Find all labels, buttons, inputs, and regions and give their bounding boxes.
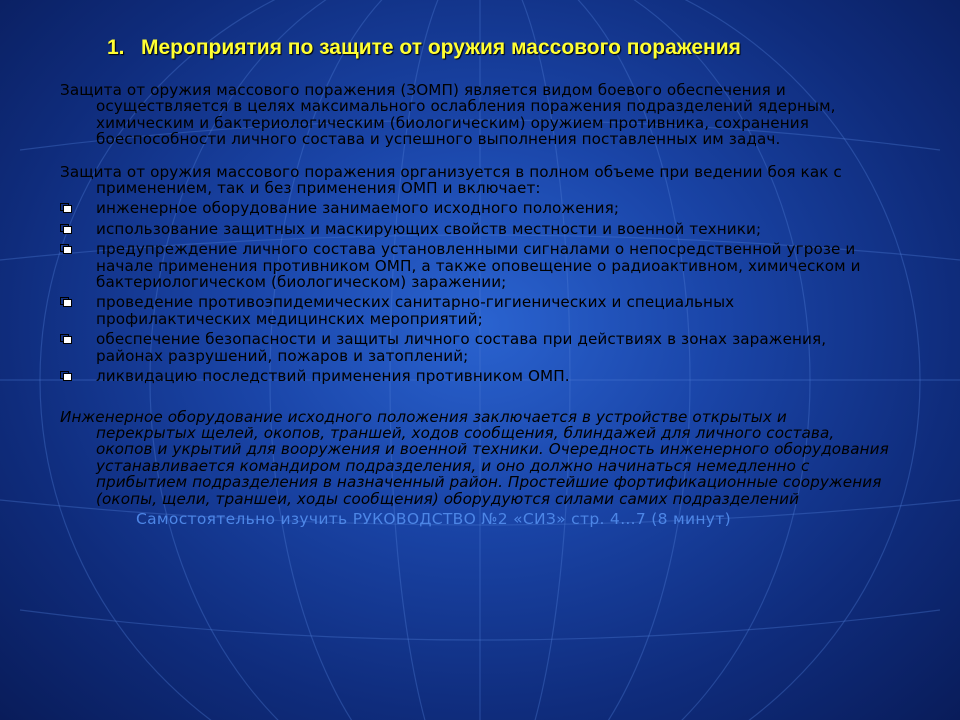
list-item — [60, 200, 890, 216]
self-study-note: Самостоятельно изучить РУКОВОДСТВО №2 «СИЗ» стр. 4…7 (8 минут) — [136, 509, 731, 528]
list-item-text: использование защитных и маскирующих свойств местности и военной техники; — [96, 219, 762, 238]
title-number: 1. — [107, 36, 125, 59]
document-icon — [60, 297, 72, 307]
paragraph-zomp-definition: Защита от оружия массового поражения (ЗОМП) является видом боевого обеспечения и осуществляется в целях максимального ослабления поражения подразделений ядерным, химическим и бактериологическим (биологическим) оружием противника, сохранения боеспособности личного состава и успешного выполнения поставленных им задач. — [60, 81, 836, 149]
slide-title — [107, 36, 927, 60]
document-icon — [60, 203, 72, 213]
list-item — [60, 221, 890, 237]
list-item — [60, 241, 890, 290]
slide-body — [60, 82, 890, 527]
list-item — [60, 294, 890, 327]
list-item — [60, 368, 890, 384]
list-item-text: обеспечение безопасности и защиты личного состава при действиях в зонах заражения, районах разрушений, пожаров и затоплений; — [96, 330, 827, 365]
paragraph-zomp-organization: Защита от оружия массового поражения организуется в полном объеме при ведении боя как с применением, так и без применения ОМП и включает: — [60, 162, 842, 198]
document-icon — [60, 371, 72, 381]
list-item-text: предупреждение личного состава установленными сигналами о непосредственной угрозе и начале применения противником ОМП, а также оповещение о радиоактивном, химическом и бактериологическом (биологическом) заражении; — [96, 240, 861, 292]
list-item — [60, 331, 890, 364]
title-text: Мероприятия по защите от оружия массового поражения — [141, 36, 741, 59]
document-icon — [60, 244, 72, 254]
document-icon — [60, 334, 72, 344]
paragraph-engineering-equipment: Инженерное оборудование исходного положения заключается в устройстве открытых и перекрытых щелей, окопов, траншей, ходов сообщения, блиндажей для личного состава, окопов и укрытий для вооружения и военной техники. Очередность инженерного оборудования устанавливается командиром подразделения, и оно должно начинаться немедленно с прибытием подразделения в назначенный район. Простейшие фортификационные сооружения (окопы, щели, траншеи, ходы сообщения) оборудуются силами самих подразделений — [60, 407, 889, 508]
list-item-text: ликвидацию последствий применения противником ОМП. — [96, 367, 570, 386]
measures-list — [60, 200, 890, 384]
document-icon — [60, 224, 72, 234]
list-item-text: проведение противоэпидемических санитарно-гигиенических и специальных профилактических медицинских мероприятий; — [96, 293, 735, 328]
list-item-text: инженерное оборудование занимаемого исходного положения; — [96, 199, 620, 218]
